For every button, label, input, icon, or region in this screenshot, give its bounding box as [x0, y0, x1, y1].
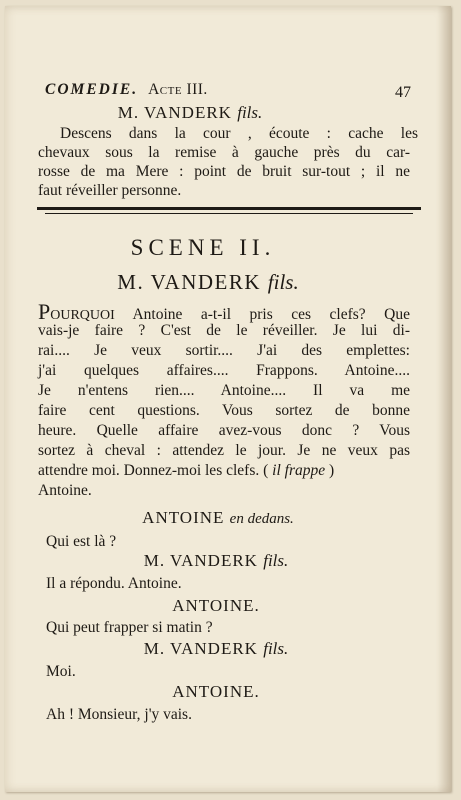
monologue-line-9-start: attendre moi. Donnez-moi les clefs. (	[38, 462, 273, 479]
dialogue-speaker-2-qualifier: fils.	[263, 551, 289, 570]
page-spine-shadow	[437, 6, 451, 792]
page-number: 47	[395, 84, 411, 101]
monologue-line-1	[38, 301, 410, 323]
monologue-line-9-end: )	[325, 462, 335, 479]
dialogue-speaker-2	[5, 552, 439, 569]
top-speech-line-3: rosse de ma Mere : point de bruit sur-tout ; il ne	[38, 163, 410, 180]
monologue-line-2: vais-je faire ? C'est de le réveiller. Je lui di-	[38, 322, 410, 339]
dialogue-speaker-1-stage: en dedans.	[229, 511, 294, 527]
dialogue-speaker-2-name: M. VANDERK	[143, 551, 258, 570]
dialogue-speaker-4-name: M. VANDERK	[143, 639, 258, 658]
monologue-line-4: j'ai quelques affaires.... Frappons. Antoine....	[38, 362, 410, 379]
dialogue-speaker-1-name: ANTOINE	[142, 508, 225, 527]
dialogue-line-5: Ah ! Monsieur, j'y vais.	[46, 706, 192, 723]
dialogue-line-2: Il a répondu. Antoine.	[46, 575, 182, 592]
monologue-line-9	[38, 463, 334, 479]
dialogue-speaker-4-qualifier: fils.	[263, 639, 289, 658]
monologue-line-5: Je n'entens rien.... Antoine.... Il va me	[38, 382, 410, 399]
section-rule-thick	[37, 207, 421, 210]
monologue-line-1-rest: Antoine a-t-il pris ces clefs? Que	[114, 306, 410, 323]
scene-speaker-qualifier: fils.	[267, 270, 299, 294]
section-rule-thin	[45, 213, 413, 214]
top-speaker	[5, 104, 413, 121]
running-head	[45, 82, 405, 98]
monologue-line-8: sortez à cheval : attendez le jour. Je ne veux pas	[38, 442, 410, 459]
top-speech-line-1: Descens dans la cour , écoute : cache les	[60, 125, 418, 142]
dialogue-speaker-3: ANTOINE.	[172, 596, 260, 615]
monologue-line-6: faire cent questions. Vous sortez de bonne	[38, 402, 410, 419]
dialogue-line-1: Qui est là ?	[46, 533, 117, 550]
dialogue-speaker-5: ANTOINE.	[172, 682, 260, 701]
first-word-rest: OURQUOI	[50, 308, 115, 323]
dialogue-speaker-4	[5, 640, 439, 657]
drop-cap: P	[38, 299, 51, 324]
scene-title: SCENE II.	[130, 235, 276, 260]
top-speech-line-2: chevaux sous la remise à gauche près du car-	[38, 144, 410, 161]
book-page	[5, 6, 451, 792]
stage-direction-il-frappe: il frappe	[272, 462, 326, 479]
scene-speaker	[5, 272, 431, 293]
scene-speaker-name: M. VANDERK	[117, 270, 262, 294]
top-speaker-qualifier: fils.	[237, 103, 263, 122]
top-speaker-name: M. VANDERK	[117, 103, 232, 122]
dialogue-line-3: Qui peut frapper si matin ?	[46, 619, 213, 636]
running-head-title: COMEDIE.	[45, 81, 139, 98]
monologue-line-10: Antoine.	[38, 482, 92, 499]
dialogue-line-4: Moi.	[46, 663, 76, 680]
top-speech-line-4: faut réveiller personne.	[38, 182, 182, 199]
dialogue-speaker-1	[5, 509, 441, 527]
monologue-line-3: rai.... Je veux sortir.... J'ai des emplettes:	[38, 342, 410, 359]
running-head-act: Acte III.	[148, 81, 208, 98]
monologue-line-7: heure. Quelle affaire avez-vous donc ? Vous	[38, 422, 410, 439]
